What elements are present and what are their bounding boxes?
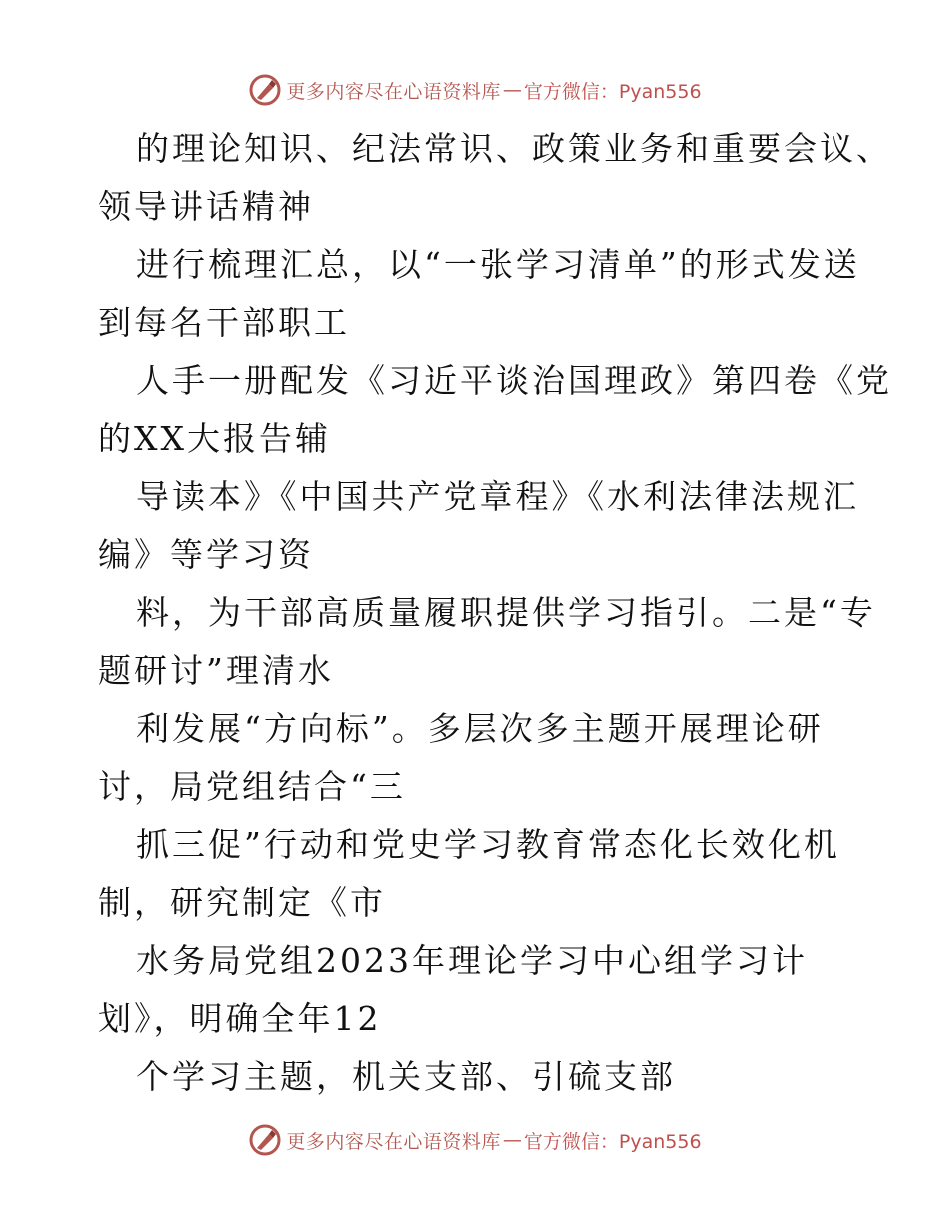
- banner-separator: —: [502, 79, 522, 101]
- banner-wechat: 官方微信：Pyan556: [523, 1130, 702, 1153]
- text-line: 个学习主题，机关支部、引硫支部: [136, 1057, 676, 1096]
- text-line: 进行梳理汇总，以“一张学习清单”的形式发送: [136, 245, 860, 284]
- banner-text: 更多内容尽在心语资料库: [286, 80, 501, 103]
- text-line: 水务局党组2023年理论学习中心组学习计: [136, 941, 808, 980]
- text-line: 导读本》《中国共产党章程》《水利法律法规汇: [136, 477, 859, 516]
- text-line: 人手一册配发《习近平谈治国理政》第四卷《党: [136, 361, 892, 400]
- pen-logo-icon: [248, 73, 282, 107]
- text-line: 题研讨”理清水: [98, 651, 334, 690]
- text-line: 编》等学习资: [98, 535, 314, 574]
- footer-banner: [0, 1118, 950, 1162]
- pen-logo-icon: [248, 1123, 282, 1157]
- text-line: 抓三促”行动和党史学习教育常态化长效化机: [136, 825, 840, 864]
- document-body: [98, 120, 892, 1106]
- text-line: 料，为干部高质量履职提供学习指引。二是“专: [136, 593, 876, 632]
- text-line: 利发展“方向标”。多层次多主题开展理论研: [136, 709, 824, 748]
- text-line: 讨，局党组结合“三: [98, 767, 406, 806]
- text-line: 划》，明确全年12: [98, 999, 382, 1038]
- text-line: 到每名干部职工: [98, 303, 350, 342]
- text-line: 的XX大报告辅: [98, 419, 331, 458]
- banner-text: 更多内容尽在心语资料库: [286, 1130, 501, 1153]
- text-line: 的理论知识、纪法常识、政策业务和重要会议、: [136, 129, 892, 168]
- text-line: 领导讲话精神: [98, 187, 314, 226]
- banner-wechat: 官方微信：Pyan556: [523, 80, 702, 103]
- banner-separator: —: [502, 1129, 522, 1151]
- text-line: 制，研究制定《市: [98, 883, 386, 922]
- header-banner: [0, 68, 950, 112]
